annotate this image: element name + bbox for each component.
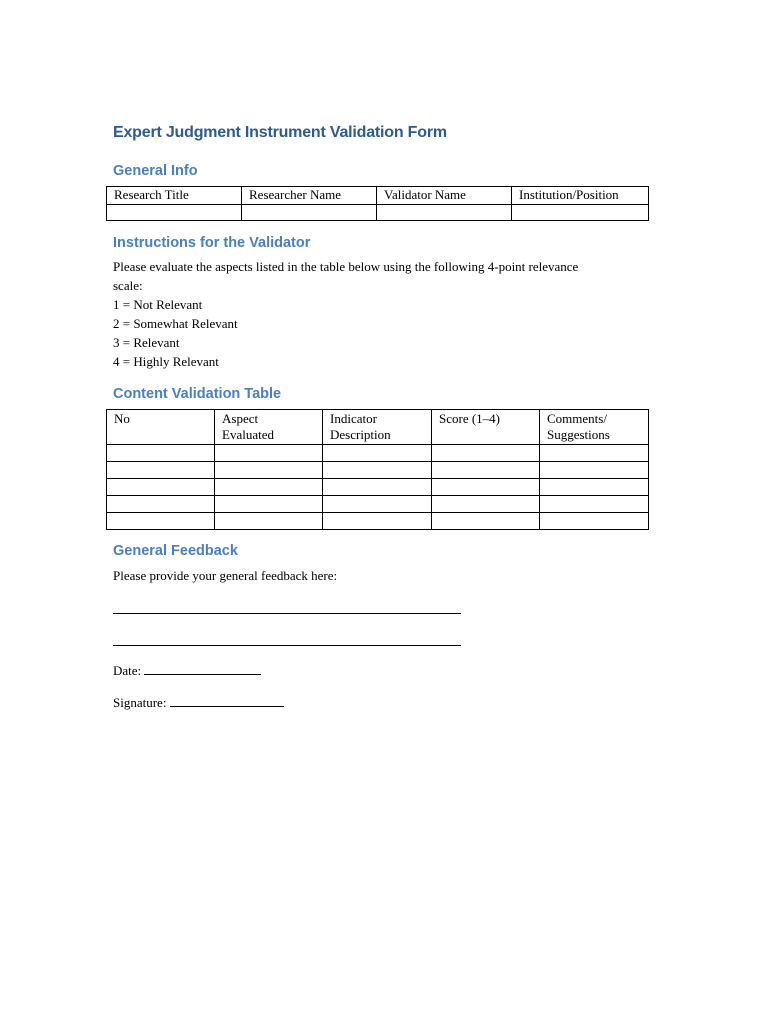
table-row[interactable] [107,479,649,496]
instructions-heading: Instructions for the Validator [113,235,311,251]
general-info-input-row[interactable] [107,205,649,221]
column-header-aspect-evaluated: Aspect Evaluated [215,410,323,445]
aspect-cell[interactable] [215,496,323,513]
column-header-validator-name: Validator Name [377,187,512,205]
instructions-intro-line2: scale: [113,278,143,293]
content-validation-table [106,409,649,530]
content-validation-heading: Content Validation Table [113,386,282,402]
content-validation-header-row [107,410,649,445]
no-cell[interactable] [107,496,215,513]
comments-cell[interactable] [540,462,649,479]
score-cell[interactable] [432,462,540,479]
aspect-cell[interactable] [215,445,323,462]
indicator-cell[interactable] [323,479,432,496]
scale-item-3: 3 = Relevant [113,335,180,350]
feedback-prompt: Please provide your general feedback here: [113,568,338,583]
general-feedback-heading: General Feedback [113,543,238,559]
signature-field-line[interactable] [170,705,284,707]
score-cell[interactable] [432,496,540,513]
researcher-name-cell[interactable] [242,205,377,221]
column-header-score: Score (1–4) [432,410,540,445]
form-title: Expert Judgment Instrument Validation Form [113,124,447,141]
no-cell[interactable] [107,462,215,479]
comments-cell[interactable] [540,479,649,496]
signature-row [113,695,284,711]
comments-cell[interactable] [540,513,649,530]
date-row [113,663,261,679]
table-row[interactable] [107,513,649,530]
scale-item-2: 2 = Somewhat Relevant [113,316,238,331]
table-row[interactable] [107,462,649,479]
feedback-line-2[interactable] [113,645,461,646]
table-row[interactable] [107,496,649,513]
institution-position-cell[interactable] [512,205,649,221]
aspect-cell[interactable] [215,513,323,530]
no-cell[interactable] [107,479,215,496]
scale-item-1: 1 = Not Relevant [113,297,203,312]
aspect-cell[interactable] [215,462,323,479]
no-cell[interactable] [107,513,215,530]
column-header-indicator-description: Indicator Description [323,410,432,445]
general-info-table [106,186,649,221]
aspect-cell[interactable] [215,479,323,496]
indicator-cell[interactable] [323,496,432,513]
general-info-heading: General Info [113,163,198,179]
column-header-comments-suggestions: Comments/ Suggestions [540,410,649,445]
research-title-cell[interactable] [107,205,242,221]
validator-name-cell[interactable] [377,205,512,221]
date-field-line[interactable] [144,673,261,675]
no-cell[interactable] [107,445,215,462]
comments-cell[interactable] [540,445,649,462]
column-header-research-title: Research Title [107,187,242,205]
score-cell[interactable] [432,513,540,530]
indicator-cell[interactable] [323,445,432,462]
column-header-no: No [107,410,215,445]
score-cell[interactable] [432,479,540,496]
indicator-cell[interactable] [323,462,432,479]
column-header-institution-position: Institution/Position [512,187,649,205]
table-row[interactable] [107,445,649,462]
general-info-header-row [107,187,649,205]
indicator-cell[interactable] [323,513,432,530]
instructions-intro-line1: Please evaluate the aspects listed in the table below using the following 4-point relevance [113,259,579,274]
date-label: Date: [113,663,142,678]
comments-cell[interactable] [540,496,649,513]
signature-label: Signature: [113,695,167,710]
score-cell[interactable] [432,445,540,462]
column-header-researcher-name: Researcher Name [242,187,377,205]
feedback-line-1[interactable] [113,613,461,614]
scale-item-4: 4 = Highly Relevant [113,354,219,369]
